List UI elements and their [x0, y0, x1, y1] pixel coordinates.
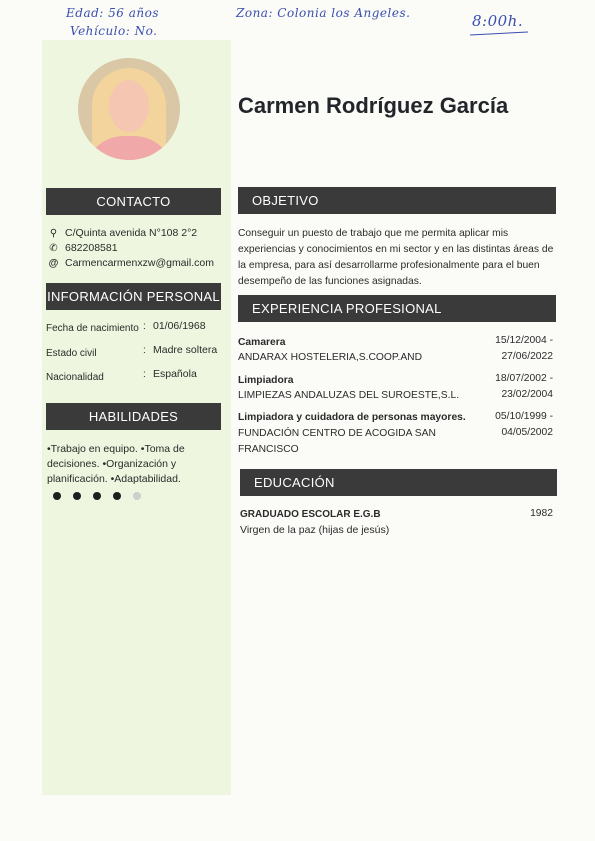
job-company: LIMPIEZAS ANDALUZAS DEL SUROESTE,S.L. [238, 390, 460, 401]
handwritten-age-note: Edad: 56 años [66, 6, 159, 20]
personal-info-header: INFORMACIÓN PERSONAL [46, 283, 221, 310]
skills-header: HABILIDADES [46, 403, 221, 430]
education-year: 1982 [530, 508, 553, 519]
job-start-date: 15/12/2004 - [495, 335, 553, 346]
contact-email: Carmencarmenxzw@gmail.com [65, 257, 214, 269]
marital-status-label: Estado civil [46, 348, 97, 359]
handwritten-underline [470, 31, 528, 35]
location-pin-icon: ⚲ [49, 227, 58, 239]
job-company: FUNDACIÓN CENTRO DE ACOGIDA SAN FRANCISCO [238, 428, 436, 455]
handwritten-vehicle-note: Vehículo: No. [70, 24, 158, 38]
avatar [78, 58, 180, 160]
birthdate-label: Fecha de nacimiento [46, 323, 139, 334]
job-end-date: 27/06/2022 [501, 351, 553, 362]
contact-phone: 682208581 [65, 242, 118, 254]
education-school: Virgen de la paz (hijas de jesús) [240, 524, 390, 536]
skill-dot-filled [113, 492, 121, 500]
job-title: Limpiadora [238, 375, 294, 386]
job-dates [495, 333, 553, 365]
contact-phone-row [48, 242, 118, 254]
experience-header: EXPERIENCIA PROFESIONAL [238, 295, 556, 322]
handwritten-zone-note: Zona: Colonia los Angeles. [236, 6, 411, 20]
phone-icon: ✆ [49, 242, 58, 254]
education-header: EDUCACIÓN [240, 469, 557, 496]
skill-dot-empty [133, 492, 141, 500]
objective-text: Conseguir un puesto de trabajo que me permita aplicar mis experiencias y conocimientos en mi sector y en las distintas áreas de la empresa, para así desarrollarme profesionalmente para el buen desempeño de las funciones asignadas. [238, 228, 554, 287]
job-company: ANDARAX HOSTELERIA,S.COOP.AND [238, 352, 423, 363]
skill-dot-filled [93, 492, 101, 500]
nationality-value: Española [153, 368, 197, 380]
job-end-date: 04/05/2002 [501, 427, 553, 438]
birthdate-value: 01/06/1968 [153, 320, 206, 332]
contact-header: CONTACTO [46, 188, 221, 215]
handwritten-time-note: 8:00h. [472, 12, 524, 30]
education-degree: GRADUADO ESCOLAR E.G.B [240, 509, 381, 520]
at-sign-icon: @ [48, 257, 59, 269]
contact-email-row [48, 257, 214, 269]
nationality-label: Nacionalidad [46, 372, 104, 383]
job-dates [495, 371, 553, 403]
marital-status-colon: : [143, 345, 146, 356]
job-dates [495, 409, 553, 441]
marital-status-value: Madre soltera [153, 344, 218, 356]
contact-address-row [48, 227, 197, 239]
contact-address: C/Quinta avenida N°108 2°2 [65, 227, 198, 239]
candidate-name: Carmen Rodríguez García [238, 93, 509, 118]
objective-header: OBJETIVO [238, 187, 556, 214]
birthdate-colon: : [143, 321, 146, 332]
job-start-date: 05/10/1999 - [495, 411, 553, 422]
job-end-date: 23/02/2004 [501, 389, 553, 400]
skill-dot-filled [53, 492, 61, 500]
skill-dot-filled [73, 492, 81, 500]
job-title: Camarera [238, 337, 286, 348]
job-start-date: 18/07/2002 - [495, 373, 553, 384]
job-title: Limpiadora y cuidadora de personas mayores. [238, 412, 466, 423]
skills-text: •Trabajo en equipo. •Toma de decisiones. •Organización y planificación. •Adaptabilidad. [47, 443, 185, 485]
nationality-colon: : [143, 369, 146, 380]
skill-level-dots [53, 492, 141, 500]
